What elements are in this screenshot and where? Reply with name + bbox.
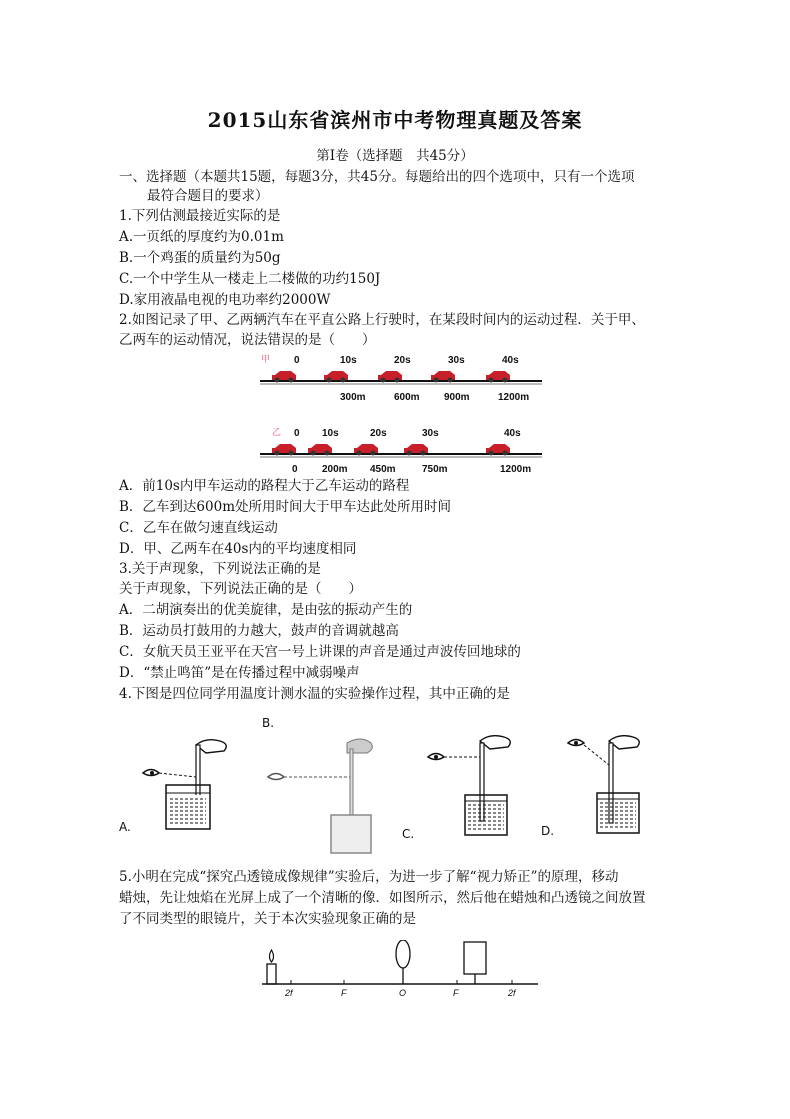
b-time-0: 0 (294, 428, 300, 439)
section-heading-line2: 最符合题目的要求） (147, 188, 269, 204)
a-time-10: 10s (340, 355, 357, 366)
q3-option-a: A．二胡演奏出的优美旋律，是由弦的振动产生的 (119, 602, 413, 618)
b-dist-0: 0 (292, 464, 298, 475)
q3-option-d: D．“禁止鸣笛”是在传播过程中减弱噪声 (119, 665, 360, 681)
q1-option-a: A.一页纸的厚度约为0.01m (119, 229, 284, 245)
a-dist-1200: 1200m (498, 392, 530, 403)
q2-option-d: D．甲、乙两车在40s内的平均速度相同 (119, 541, 357, 557)
page-title: 2015山东省滨州市中考物理真题及答案 (207, 108, 583, 132)
q4-label-b: B. (262, 716, 275, 730)
thermometer-figure-b (265, 735, 385, 855)
a-time-0: 0 (294, 355, 300, 366)
light-screen-icon (464, 942, 486, 974)
beaker-icon (331, 815, 371, 853)
b-time-10: 10s (322, 428, 339, 439)
q5-stem-line1: 5.小明在完成“探究凸透镜成像规律”实验后，为进一步了解“视力矫正”的原理，移动 (119, 869, 619, 885)
b-dist-450: 450m (370, 464, 396, 475)
a-time-20: 20s (394, 355, 411, 366)
q1-option-d: D.家用液晶电视的电功率约2000W (119, 292, 331, 308)
q3-option-b: B．运动员打鼓用的力越大，鼓声的音调就越高 (119, 623, 399, 639)
b-dist-200: 200m (322, 464, 348, 475)
car-a-label: 甲 (261, 354, 271, 364)
thermometer-figure-d (565, 735, 665, 840)
candle-icon (267, 950, 276, 984)
lens-setup-figure (258, 940, 543, 1000)
a-dist-900: 900m (444, 392, 470, 403)
section-heading-line1: 一、选择题（本题共15题，每题3分，共45分。每题给出的四个选项中，只有一个选项 (119, 169, 635, 185)
q4-stem: 4.下图是四位同学用温度计测水温的实验操作过程，其中正确的是 (119, 686, 510, 702)
q1-stem: 1.下列估测最接近实际的是 (119, 208, 281, 224)
b-time-40: 40s (504, 428, 521, 439)
a-dist-600: 600m (394, 392, 420, 403)
q3-stem-line2: 关于声现象，下列说法正确的是（ ） (119, 581, 362, 597)
axis-label-f-left: F (341, 988, 347, 998)
q5-stem-line2: 蜡烛，先让烛焰在光屏上成了一个清晰的像．如图所示，然后他在蜡烛和凸透镜之间放置 (119, 890, 646, 906)
b-time-20: 20s (370, 428, 387, 439)
axis-label-f-right: F (453, 988, 459, 998)
q4-label-a: A. (119, 820, 131, 834)
q3-option-c: C．女航天员王亚平在天宫一号上讲课的声音是通过声波传回地球的 (119, 644, 521, 660)
q2-option-c: C．乙车在做匀速直线运动 (119, 520, 278, 536)
eye-icon (268, 774, 284, 780)
q3-stem-line1: 3.关于声现象，下列说法正确的是 (119, 561, 321, 577)
q5-stem-line3: 了不同类型的眼镜片，关于本次实验现象正确的是 (119, 911, 416, 927)
axis-label-2f-left: 2f (285, 988, 293, 998)
thermometer-figure-a (138, 735, 238, 835)
q1-option-b: B.一个鸡蛋的质量约为50g (119, 250, 281, 266)
a-time-30: 30s (448, 355, 465, 366)
q2-option-a: A．前10s内甲车运动的路程大于乙车运动的路程 (119, 478, 410, 494)
b-dist-750: 750m (422, 464, 448, 475)
thermometer-icon (350, 749, 353, 825)
part-heading: 第Ⅰ卷（选择题 共45分） (316, 148, 474, 164)
q1-option-c: C.一个中学生从一楼走上二楼做的功约150J (119, 271, 381, 287)
thermometer-figure-c (425, 735, 525, 840)
a-dist-300: 300m (340, 392, 366, 403)
q2-stem-line1: 2.如图记录了甲、乙两辆汽车在平直公路上行驶时，在某段时间内的运动过程．关于甲、 (119, 312, 645, 328)
b-dist-1200: 1200m (500, 464, 532, 475)
axis-label-2f-right: 2f (508, 988, 516, 998)
q2-option-b: B．乙车到达600m处所用时间大于甲车达此处所用时间 (119, 499, 451, 515)
axis-label-o: O (399, 988, 407, 998)
q4-label-c: C. (402, 827, 415, 841)
q2-stem-line2: 乙两车的运动情况，说法错误的是（ ） (119, 332, 376, 348)
car-b-label: 乙 (272, 427, 282, 437)
convex-lens-icon (396, 940, 410, 968)
b-time-30: 30s (422, 428, 439, 439)
q4-label-d: D. (541, 824, 555, 838)
a-time-40: 40s (502, 355, 519, 366)
car-motion-figure (258, 350, 548, 480)
